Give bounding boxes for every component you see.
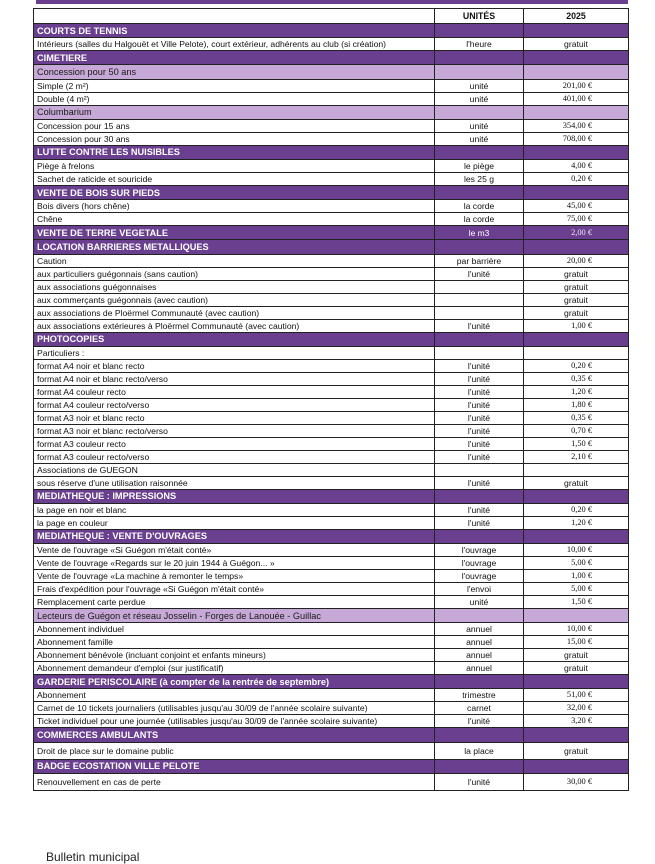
table-row <box>34 385 629 398</box>
row-unit: unité <box>435 79 524 92</box>
row-label: Bois divers (hors chêne) <box>34 200 435 213</box>
row-price: 0,20 € <box>524 359 629 372</box>
table-row <box>34 293 629 306</box>
row-label: Lecteurs de Guégon et réseau Josselin - Forges de Lanouée - Guillac <box>34 609 435 623</box>
table-header-row <box>34 9 629 24</box>
row-price: 0,20 € <box>524 503 629 516</box>
table-row <box>34 662 629 675</box>
row-unit <box>435 145 524 159</box>
row-price <box>524 759 629 773</box>
table-row <box>34 773 629 790</box>
row-unit: les 25 g <box>435 172 524 185</box>
row-price: 45,00 € <box>524 200 629 213</box>
section-header-row <box>34 240 629 254</box>
row-label: sous réserve d'une utilisation raisonnée <box>34 476 435 489</box>
row-label: format A3 noir et blanc recto <box>34 411 435 424</box>
row-label: COMMERCES AMBULANTS <box>34 728 435 742</box>
table-row <box>34 359 629 372</box>
row-label: Concession pour 30 ans <box>34 132 435 145</box>
row-unit <box>435 346 524 359</box>
row-price: 1,80 € <box>524 398 629 411</box>
row-unit: annuel <box>435 662 524 675</box>
row-label: aux commerçants guégonnais (avec caution) <box>34 293 435 306</box>
row-price: gratuit <box>524 267 629 280</box>
table-row <box>34 38 629 51</box>
row-unit: unité <box>435 119 524 132</box>
table-row <box>34 570 629 583</box>
row-price <box>524 24 629 38</box>
row-label: Frais d'expédition pour l'ouvrage «Si Guégon m'était conté» <box>34 583 435 596</box>
table-row <box>34 372 629 385</box>
row-unit <box>435 759 524 773</box>
row-label: Simple (2 m²) <box>34 79 435 92</box>
row-label: LUTTE CONTRE LES NUISIBLES <box>34 145 435 159</box>
row-unit <box>435 105 524 119</box>
top-accent-bar <box>36 0 628 4</box>
subsection-row <box>34 105 629 119</box>
section-header-row <box>34 675 629 689</box>
row-price: 4,00 € <box>524 159 629 172</box>
table-row <box>34 583 629 596</box>
row-unit: annuel <box>435 623 524 636</box>
row-unit: la place <box>435 742 524 759</box>
row-label: format A4 couleur recto/verso <box>34 398 435 411</box>
table-row <box>34 319 629 332</box>
row-price: 10,00 € <box>524 623 629 636</box>
section-header-row <box>34 51 629 65</box>
row-price: 1,20 € <box>524 385 629 398</box>
row-unit <box>435 24 524 38</box>
row-label: Renouvellement en cas de perte <box>34 773 435 790</box>
row-price: gratuit <box>524 280 629 293</box>
row-label: Vente de l'ouvrage «Regards sur le 20 juin 1944 à Guégon... » <box>34 557 435 570</box>
row-label: GARDERIE PERISCOLAIRE (à compter de la rentrée de septembre) <box>34 675 435 689</box>
row-unit: unité <box>435 92 524 105</box>
row-label: Particuliers : <box>34 346 435 359</box>
row-label: format A4 noir et blanc recto/verso <box>34 372 435 385</box>
row-unit <box>435 728 524 742</box>
row-price <box>524 105 629 119</box>
row-unit <box>435 240 524 254</box>
row-label: CIMETIERE <box>34 51 435 65</box>
row-label: Abonnement demandeur d'emploi (sur justificatif) <box>34 662 435 675</box>
row-unit: l'unité <box>435 319 524 332</box>
table-row <box>34 306 629 319</box>
row-price: 708,00 € <box>524 132 629 145</box>
row-price <box>524 675 629 689</box>
row-label: Remplacement carte perdue <box>34 596 435 609</box>
table-row <box>34 636 629 649</box>
table-row <box>34 119 629 132</box>
table-row <box>34 79 629 92</box>
row-label: Columbarium <box>34 105 435 119</box>
section-header-row <box>34 226 629 240</box>
row-price: gratuit <box>524 38 629 51</box>
row-unit: l'unité <box>435 385 524 398</box>
row-label: Concession pour 15 ans <box>34 119 435 132</box>
footer-text: Bulletin municipal <box>46 850 140 864</box>
row-label: Abonnement bénévole (incluant conjoint et enfants mineurs) <box>34 649 435 662</box>
row-unit: l'unité <box>435 450 524 463</box>
row-label: format A3 couleur recto/verso <box>34 450 435 463</box>
table-row <box>34 557 629 570</box>
row-price: 0,35 € <box>524 372 629 385</box>
row-unit <box>435 280 524 293</box>
row-unit <box>435 463 524 476</box>
row-unit: carnet <box>435 702 524 715</box>
row-price <box>524 609 629 623</box>
row-price <box>524 463 629 476</box>
table-row <box>34 503 629 516</box>
section-header-row <box>34 24 629 38</box>
row-unit: l'ouvrage <box>435 557 524 570</box>
table-row <box>34 159 629 172</box>
section-header-row <box>34 728 629 742</box>
table-row <box>34 411 629 424</box>
row-label: aux particuliers guégonnais (sans caution) <box>34 267 435 280</box>
row-unit <box>435 489 524 503</box>
row-price: gratuit <box>524 476 629 489</box>
row-unit: l'unité <box>435 267 524 280</box>
row-price: 5,00 € <box>524 557 629 570</box>
row-price: 1,00 € <box>524 319 629 332</box>
row-label: format A4 noir et blanc recto <box>34 359 435 372</box>
row-unit: unité <box>435 596 524 609</box>
row-unit: l'unité <box>435 503 524 516</box>
row-unit <box>435 609 524 623</box>
row-unit: l'ouvrage <box>435 544 524 557</box>
table-row <box>34 715 629 728</box>
row-price: gratuit <box>524 306 629 319</box>
row-label: Intérieurs (salles du Halgouët et Ville Pelote), court extérieur, adhérents au club (si création) <box>34 38 435 51</box>
row-price <box>524 728 629 742</box>
row-unit: trimestre <box>435 689 524 702</box>
row-label: VENTE DE BOIS SUR PIEDS <box>34 185 435 199</box>
row-unit: l'unité <box>435 715 524 728</box>
row-unit: le m3 <box>435 226 524 240</box>
row-unit <box>435 332 524 346</box>
row-unit: le piège <box>435 159 524 172</box>
table-row <box>34 267 629 280</box>
row-price: 401,00 € <box>524 92 629 105</box>
row-label: Vente de l'ouvrage «La machine à remonter le temps» <box>34 570 435 583</box>
row-label: format A4 couleur recto <box>34 385 435 398</box>
row-label: Vente de l'ouvrage «Si Guégon m'était conté» <box>34 544 435 557</box>
row-label: Abonnement <box>34 689 435 702</box>
table-row <box>34 254 629 267</box>
row-price: 1,50 € <box>524 596 629 609</box>
row-price: 51,00 € <box>524 689 629 702</box>
row-price: gratuit <box>524 742 629 759</box>
row-label: Abonnement individuel <box>34 623 435 636</box>
row-unit: l'unité <box>435 359 524 372</box>
row-price: 15,00 € <box>524 636 629 649</box>
row-label: Concession pour 50 ans <box>34 65 435 79</box>
row-label: VENTE DE TERRE VEGETALE <box>34 226 435 240</box>
row-label: Chêne <box>34 213 435 226</box>
row-unit: la corde <box>435 200 524 213</box>
row-unit: l'unité <box>435 476 524 489</box>
row-label: la page en couleur <box>34 516 435 529</box>
row-label: Piège à frelons <box>34 159 435 172</box>
row-price <box>524 65 629 79</box>
section-header-row <box>34 332 629 346</box>
row-label: MEDIATHEQUE : VENTE D'OUVRAGES <box>34 529 435 543</box>
row-price <box>524 240 629 254</box>
header-unit-cell: UNITÉS <box>435 9 524 24</box>
row-price: 30,00 € <box>524 773 629 790</box>
row-label: format A3 noir et blanc recto/verso <box>34 424 435 437</box>
table-row <box>34 132 629 145</box>
table-row <box>34 689 629 702</box>
row-label: Carnet de 10 tickets journaliers (utilisables jusqu'au 30/09 de l'année scolaire suivante) <box>34 702 435 715</box>
table-row <box>34 649 629 662</box>
row-label: Double (4 m²) <box>34 92 435 105</box>
section-header-row <box>34 185 629 199</box>
row-unit: annuel <box>435 649 524 662</box>
row-label: Associations de GUEGON <box>34 463 435 476</box>
row-price: 1,00 € <box>524 570 629 583</box>
header-year-cell: 2025 <box>524 9 629 24</box>
table-row <box>34 424 629 437</box>
row-price: 0,20 € <box>524 172 629 185</box>
row-unit: l'unité <box>435 372 524 385</box>
table-row <box>34 450 629 463</box>
row-unit: l'unité <box>435 398 524 411</box>
row-price: 1,20 € <box>524 516 629 529</box>
section-header-row <box>34 145 629 159</box>
row-unit <box>435 306 524 319</box>
row-price: gratuit <box>524 662 629 675</box>
row-unit: l'heure <box>435 38 524 51</box>
row-price <box>524 346 629 359</box>
row-unit: par barrière <box>435 254 524 267</box>
table-row <box>34 346 629 359</box>
row-unit <box>435 675 524 689</box>
row-label: MEDIATHEQUE : IMPRESSIONS <box>34 489 435 503</box>
row-price: 2,00 € <box>524 226 629 240</box>
row-label: aux associations de Ploërmel Communauté (avec caution) <box>34 306 435 319</box>
tariff-table <box>33 8 629 791</box>
row-price: 0,35 € <box>524 411 629 424</box>
row-price <box>524 489 629 503</box>
table-row <box>34 213 629 226</box>
row-label: Ticket individuel pour une journée (utilisables jusqu'au 30/09 de l'année scolaire suivante) <box>34 715 435 728</box>
section-header-row <box>34 759 629 773</box>
row-price: 75,00 € <box>524 213 629 226</box>
row-unit: l'unité <box>435 411 524 424</box>
table-row <box>34 596 629 609</box>
row-label: Sachet de raticide et souricide <box>34 172 435 185</box>
table-row <box>34 398 629 411</box>
table-row <box>34 280 629 293</box>
row-label: aux associations extérieures à Ploërmel Communauté (avec caution) <box>34 319 435 332</box>
row-label: PHOTOCOPIES <box>34 332 435 346</box>
row-unit <box>435 529 524 543</box>
row-unit: l'unité <box>435 773 524 790</box>
row-label: BADGE ECOSTATION VILLE PELOTE <box>34 759 435 773</box>
row-price <box>524 529 629 543</box>
row-unit <box>435 185 524 199</box>
table-row <box>34 437 629 450</box>
row-price: 3,20 € <box>524 715 629 728</box>
header-label-cell <box>34 9 435 24</box>
row-unit: la corde <box>435 213 524 226</box>
row-price: 2,10 € <box>524 450 629 463</box>
row-price <box>524 185 629 199</box>
row-price <box>524 145 629 159</box>
row-price: 1,50 € <box>524 437 629 450</box>
table-row <box>34 742 629 759</box>
row-unit: l'unité <box>435 516 524 529</box>
row-price: 201,00 € <box>524 79 629 92</box>
row-unit <box>435 65 524 79</box>
row-price: gratuit <box>524 293 629 306</box>
row-price: 10,00 € <box>524 544 629 557</box>
subsection-row <box>34 609 629 623</box>
row-label: Droit de place sur le domaine public <box>34 742 435 759</box>
row-price: 5,00 € <box>524 583 629 596</box>
table-row <box>34 463 629 476</box>
row-unit: unité <box>435 132 524 145</box>
row-label: aux associations guégonnaises <box>34 280 435 293</box>
row-price: gratuit <box>524 649 629 662</box>
table-row <box>34 476 629 489</box>
row-price: 20,00 € <box>524 254 629 267</box>
section-header-row <box>34 489 629 503</box>
table-row <box>34 200 629 213</box>
row-unit: l'envoi <box>435 583 524 596</box>
row-price: 0,70 € <box>524 424 629 437</box>
table-row <box>34 702 629 715</box>
row-unit <box>435 51 524 65</box>
row-price <box>524 332 629 346</box>
table-row <box>34 172 629 185</box>
row-unit <box>435 293 524 306</box>
table-row <box>34 623 629 636</box>
row-unit: annuel <box>435 636 524 649</box>
row-price: 32,00 € <box>524 702 629 715</box>
table-row <box>34 516 629 529</box>
row-unit: l'unité <box>435 424 524 437</box>
row-label: format A3 couleur recto <box>34 437 435 450</box>
section-header-row <box>34 529 629 543</box>
table-row <box>34 92 629 105</box>
row-unit: l'ouvrage <box>435 570 524 583</box>
row-unit: l'unité <box>435 437 524 450</box>
row-label: Caution <box>34 254 435 267</box>
row-price <box>524 51 629 65</box>
row-label: LOCATION BARRIERES METALLIQUES <box>34 240 435 254</box>
subsection-row <box>34 65 629 79</box>
row-price: 354,00 € <box>524 119 629 132</box>
table-row <box>34 544 629 557</box>
row-label: Abonnement famille <box>34 636 435 649</box>
row-label: la page en noir et blanc <box>34 503 435 516</box>
row-label: COURTS DE TENNIS <box>34 24 435 38</box>
